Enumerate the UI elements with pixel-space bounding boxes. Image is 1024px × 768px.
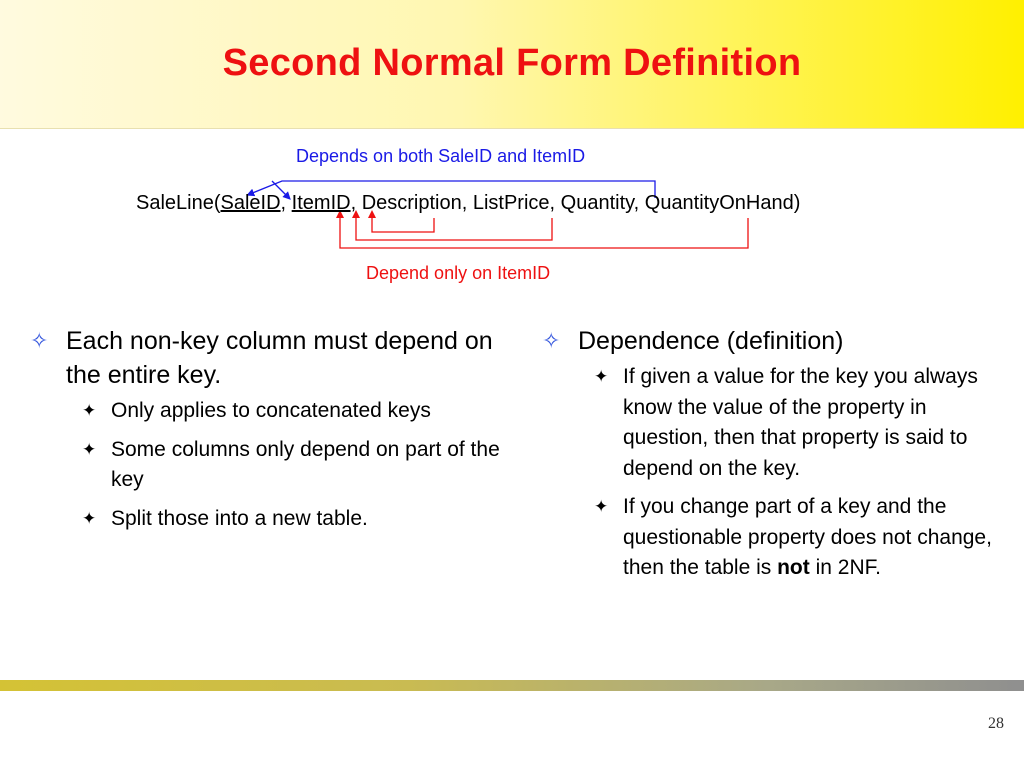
footer-bar (0, 680, 1024, 691)
bullet-text: Dependence (definition) (578, 327, 844, 355)
relation-name: SaleLine( (136, 192, 221, 214)
bullet-text: Each non-key column must depend on the entire key. (66, 327, 493, 389)
four-point-star-solid-icon: ✦ (594, 367, 609, 386)
four-point-star-solid-icon: ✦ (82, 439, 97, 459)
annotation-both-keys: Depends on both SaleID and ItemID (296, 146, 586, 166)
four-point-star-solid-icon: ✦ (594, 497, 609, 516)
red-dependency-arrows (340, 214, 748, 248)
bullet-item (542, 324, 1012, 358)
page-number: 28 (988, 715, 1004, 732)
four-point-star-outline-icon: ✧ (542, 328, 561, 353)
four-point-star-solid-icon: ✦ (82, 401, 97, 420)
slide-title: Second Normal Form Definition (222, 42, 802, 84)
sub-bullet-text: Split those into a new table. (111, 506, 368, 530)
relation-separator: , (280, 192, 292, 214)
sub-bullet-text: Some columns only depend on part of the key (111, 437, 500, 491)
key-item-id: ItemID (291, 192, 351, 214)
relation-schema (136, 192, 800, 215)
sub-bullet-item (588, 362, 1012, 484)
relation-attributes: , Description, ListPrice, Quantity, QuantityOnHand) (350, 192, 801, 214)
sub-bullet-text-after: in 2NF. (809, 556, 881, 579)
sub-bullet-item (76, 435, 510, 496)
sub-bullet-text: Only applies to concatenated keys (111, 399, 431, 422)
bullet-item (30, 324, 510, 392)
emphasis-not: not (777, 556, 810, 579)
sub-bullet-item (76, 396, 510, 427)
key-sale-id: SaleID (220, 192, 281, 214)
sub-bullet-text-before: If you change part of a key and the questionable property does not change, then the table is (623, 495, 992, 579)
four-point-star-solid-icon: ✦ (82, 508, 97, 528)
title-banner (0, 0, 1024, 128)
sub-bullet-item (76, 504, 510, 535)
sub-bullet-item (588, 492, 1012, 584)
annotation-item-id-only: Depend only on ItemID (366, 263, 551, 283)
sub-bullet-text (623, 495, 992, 579)
dependency-diagram (0, 128, 1024, 298)
left-column (30, 324, 510, 542)
sub-bullet-text: If given a value for the key you always know the value of the property in question, then that property is said to depend on the key. (623, 365, 978, 480)
four-point-star-outline-icon: ✧ (30, 328, 49, 353)
right-column (542, 324, 1012, 592)
